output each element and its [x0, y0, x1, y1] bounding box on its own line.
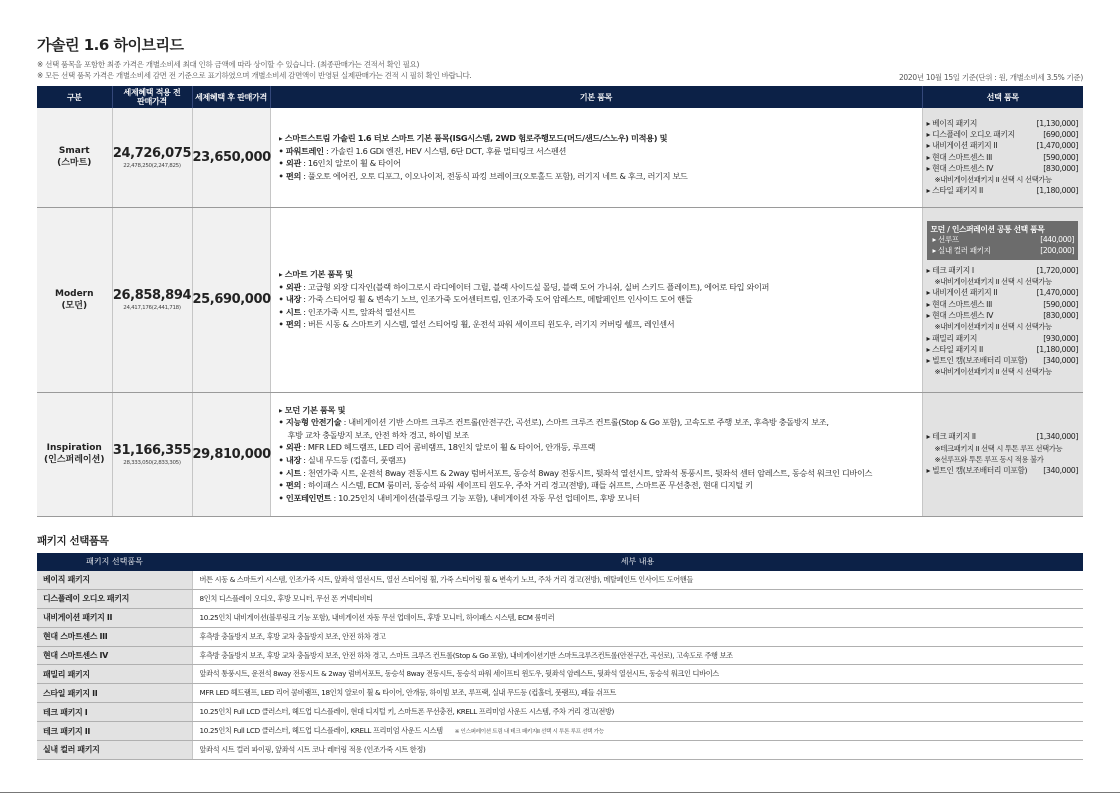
basic-item-text: : 내비게이션 기반 스마트 크루즈 컨트롤(안전구간, 곡선로), 스마트 크루즈 컨트롤(Stop & Go 포함), 고속도로 주행 보조, 후측방 충돌방지 보조, [341, 417, 829, 428]
price-sheet [37, 34, 1083, 760]
option-name: ▸ 현대 스마트센스 III [926, 152, 992, 162]
package-detail [192, 589, 1083, 608]
option-name: ▸ 베이직 패키지 [926, 118, 977, 128]
option-name: ▸ 선루프 [932, 235, 959, 245]
package-row [37, 646, 1083, 665]
package-section-title: 패키지 선택품목 [37, 534, 109, 547]
package-name: 스타일 패키지 II [37, 684, 192, 703]
price-before-tax-value: 26,858,894 [112, 288, 192, 303]
option-name: ▸ 현대 스마트센스 IV [926, 311, 994, 320]
package-name: 베이직 패키지 [37, 571, 192, 590]
option-name: ▸ 현대 스마트센스 IV [926, 163, 994, 173]
basic-items-cell [270, 207, 922, 392]
options-cell [922, 207, 1083, 392]
package-row [37, 741, 1083, 760]
basic-item-text: : 실내 무드등 (컵홀더, 풋램프) [301, 455, 406, 465]
basic-item-text: : 가솔린 1.6 GDi 엔진, HEV 시스템, 6단 DCT, 후륜 멀티링크 서스펜션 [323, 145, 567, 156]
trim-name [37, 108, 112, 207]
option-note: ※내비게이션패키지 II 선택 시 선택가능 [934, 277, 1052, 287]
basic-item-key: • 지능형 안전기술 [278, 417, 342, 428]
option-name: ▸ 디스플레이 오디오 패키지 [926, 130, 1015, 139]
option-item [927, 140, 1079, 151]
basic-lead: ▸ 모던 기본 품목 및 [278, 404, 346, 415]
basic-item-text: : 고급형 외장 디자인(블랙 하이그로시 라디에이터 그릴, 블랙 사이드실 몰딩, 블랙 도어 가니쉬, 실버 스키드 플레이트), 에어로 타입 와이퍼 [301, 281, 770, 292]
package-detail-text: 후측방 충돌방지 보조, 후방 교차 충돌방지 보조, 안전 하차 경고 [199, 631, 386, 641]
price-before-tax [112, 108, 192, 207]
basic-item [279, 416, 916, 429]
basic-item-key: • 외관 [278, 281, 302, 292]
option-price: [830,000] [1043, 163, 1078, 173]
price-before-tax-detail: 22,478,250(2,247,825) [123, 162, 181, 169]
package-detail [192, 627, 1083, 646]
basic-item-key: • 편의 [278, 319, 302, 330]
basic-item-text: : 10.25인치 내비게이션(블루링크 기능 포함), 내비게이션 자동 무선 업데이트, 후방 모니터 [331, 492, 640, 503]
package-detail [192, 571, 1083, 590]
header-before-tax-line2: 판매가격 [137, 97, 167, 106]
package-name: 패밀리 패키지 [37, 665, 192, 684]
package-detail [192, 646, 1083, 665]
trim-name [37, 207, 112, 392]
option-note: ※내비게이션패키지 II 선택 시 선택가능 [934, 367, 1052, 377]
option-item [927, 152, 1079, 163]
price-before-tax-detail: 24,417,176(2,441,718) [123, 305, 181, 311]
package-header-name: 패키지 선택품목 [37, 553, 192, 571]
package-detail-text: 앞좌석 시트 컬러 파이핑, 앞좌석 시트 코나 레터링 적용 (인조가죽 시트 한정) [199, 744, 426, 754]
trim-name-en: Smart [58, 146, 90, 157]
option-note: ※선루프와 투톤 루프 동시 적용 불가 [934, 455, 1044, 464]
note-line: ※ 모든 선택 품목 가격은 개별소비세 감면 전 기준으로 표기하였으며 개별소비세 감면액이 반영된 실제판매가는 견적 시 필히 확인 바랍니다. [37, 70, 472, 80]
option-price: [1,180,000] [1036, 344, 1078, 354]
package-name: 테크 패키지 II [37, 722, 192, 741]
header-before-tax [112, 86, 192, 108]
option-name: ▸ 패밀리 패키지 [926, 333, 977, 343]
page-bottom-divider [0, 792, 1120, 793]
common-options-box [927, 221, 1079, 260]
trim-name-ko: (스마트) [57, 158, 92, 169]
option-item [927, 465, 1079, 476]
package-detail [192, 722, 1083, 741]
basic-lead: ▸ 스마트스트림 가솔린 1.6 터보 스마트 기본 품목(ISG시스템, 2WD 험로주행모드(머드/샌드/스노우) 미적용) 및 [278, 133, 668, 144]
package-detail-text: 8인치 디스플레이 오디오, 후방 모니터, 무선 폰 커넥티비티 [199, 593, 373, 603]
header-basic: 기본 품목 [270, 86, 922, 108]
option-price: [1,180,000] [1036, 186, 1078, 196]
basic-item-text: : 풀오토 에어컨, 오토 디포그, 이오나이저, 전동식 파킹 브레이크(오토홀드 포함), 러기지 네트 & 후크, 러기지 보드 [301, 170, 688, 181]
option-name: ▸ 내비게이션 패키지 II [926, 141, 998, 151]
option-item [927, 299, 1079, 310]
basic-item [279, 467, 916, 480]
price-after-tax: 25,690,000 [192, 207, 270, 392]
common-option [931, 246, 1075, 257]
package-name: 현대 스마트센스 III [37, 627, 192, 646]
package-detail-text: MFR LED 헤드램프, LED 리어 콤비램프, 18인치 알로이 휠 & 타이어, 안개등, 하이빔 보조, 루프랙, 실내 무드등 (컵홀더, 풋램프), 패들 쉬프트 [199, 688, 616, 698]
basic-items-cell [270, 392, 922, 516]
option-price: [340,000] [1043, 466, 1078, 476]
price-before-tax-value: 31,166,355 [112, 442, 192, 458]
trim-name-ko: (모던) [61, 300, 88, 311]
option-name: ▸ 스타일 패키지 II [926, 186, 983, 196]
option-note: ※내비게이션패키지 II 선택 시 선택가능 [934, 175, 1052, 185]
basic-item-key: • 편의 [278, 480, 302, 491]
option-name: ▸ 현대 스마트센스 III [926, 299, 992, 309]
basic-item [279, 479, 916, 492]
notes-area [37, 60, 1083, 86]
package-detail-text: 10.25인치 Full LCD 클러스터, 헤드업 디스플레이, 현대 디지털 키, 스마트폰 무선충전, KRELL 프리미엄 사운드 시스템, 주차 거리 경고(전방) [199, 707, 614, 717]
package-detail-text: 후측방 충돌방지 보조, 후방 교차 충돌방지 보조, 안전 하차 경고, 스마트 크루즈 컨트롤(Stop & Go 포함), 내비게이션기반 스마트크루즈컨트롤(안전구간, 곡선로), 고속도로 주행 보조 [199, 650, 733, 660]
options-cell [922, 392, 1083, 516]
package-row [37, 608, 1083, 627]
trim-name-en: Inspiration [46, 443, 102, 453]
package-row [37, 571, 1083, 590]
option-price: [1,470,000] [1036, 288, 1078, 298]
trim-name [37, 392, 112, 516]
option-name: ▸ 테크 패키지 II [926, 432, 976, 442]
options-cell [922, 108, 1083, 207]
price-after-tax: 23,650,000 [192, 108, 270, 207]
basic-items-cell [270, 108, 922, 207]
option-item [927, 431, 1079, 442]
option-name: ▸ 스타일 패키지 II [926, 344, 983, 354]
basic-item-text: : 버튼 시동 & 스마트키 시스템, 열선 스티어링 휠, 운전석 파워 세이프티 윈도우, 러기지 커버링 쉘프, 레인센서 [301, 319, 675, 330]
basic-item [279, 306, 916, 319]
option-item [927, 185, 1079, 196]
package-row [37, 722, 1083, 741]
trim-row [37, 207, 1083, 392]
option-price: [1,340,000] [1036, 432, 1078, 442]
package-detail-note: ※ 인스퍼레이션 트림 내 테크 패키지II 선택 시 투톤 루프 선택 가능 [454, 729, 604, 736]
basic-lead: ▸ 스마트 기본 품목 및 [278, 269, 353, 280]
basic-item [279, 157, 916, 170]
option-item [927, 265, 1079, 276]
header-after-tax: 세제혜택 후 판매가격 [192, 86, 270, 108]
option-item [927, 333, 1079, 344]
package-name: 디스플레이 오디오 패키지 [37, 589, 192, 608]
option-name: ▸ 빌트인 캠(보조배터리 미포함) [926, 466, 1028, 476]
package-name: 실내 컬러 패키지 [37, 741, 192, 760]
basic-item-key: • 편의 [278, 170, 302, 181]
basic-item-text: : 16인치 알로이 휠 & 타이어 [301, 158, 401, 169]
package-detail [192, 703, 1083, 722]
package-detail-text: 10.25인치 내비게이션(블루링크 기능 포함), 내비게이션 자동 무선 업데이트, 후방 모니터, 하이패스 시스템, ECM 룸미러 [199, 612, 555, 622]
option-price: [1,720,000] [1036, 265, 1078, 275]
package-detail-text: 10.25인치 Full LCD 클러스터, 헤드업 디스플레이, KRELL 프리미엄 사운드 시스템 [199, 726, 443, 736]
trim-name-en: Modern [54, 288, 94, 299]
basic-item [279, 492, 916, 505]
package-detail-text: 앞좌석 통풍시트, 운전석 8way 전동시트 & 2way 럼버서포트, 동승석 8way 전동시트, 동승석 파워 세이프티 윈도우, 뒷좌석 암레스트, 뒷좌석 열선시트, 동승석 워크인 디바이스 [199, 669, 719, 679]
option-price: [690,000] [1043, 130, 1078, 139]
package-table [37, 553, 1083, 760]
basic-item-key: • 파워트레인 [278, 145, 324, 156]
option-price: [1,470,000] [1036, 141, 1078, 151]
basic-item-text: : 하이패스 시스템, ECM 룸미러, 동승석 파워 세이프티 윈도우, 주차 거리 경고(전방), 패들 쉬프트, 스마트폰 무선충전, 현대 디지털 키 [301, 480, 753, 491]
basic-item [279, 441, 916, 454]
header-before-tax-line1: 세제혜택 적용 전 [123, 88, 181, 97]
package-row [37, 589, 1083, 608]
common-options-title: 모던 / 인스퍼레이션 공통 선택 품목 [930, 225, 1045, 235]
basic-item-key: • 외관 [278, 158, 302, 169]
basic-item-key: • 시트 [278, 306, 302, 317]
option-name: ▸ 테크 패키지 I [926, 265, 974, 275]
price-before-tax [112, 207, 192, 392]
trim-row [37, 108, 1083, 207]
price-before-tax-detail: 28,333,050(2,833,305) [123, 459, 181, 466]
option-item [927, 163, 1079, 174]
basic-item-text: : 가죽 스티어링 휠 & 변속기 노브, 인조가죽 도어센터트림, 인조가죽 도어 암레스트, 메탈페인트 인사이드 도어 핸들 [301, 294, 693, 305]
option-price: [200,000] [1040, 246, 1074, 256]
option-note: ※내비게이션패키지 II 선택 시 선택가능 [934, 322, 1052, 332]
option-price: [590,000] [1043, 299, 1078, 309]
basic-item-key: • 시트 [278, 467, 302, 478]
option-price: [830,000] [1043, 311, 1078, 320]
package-detail [192, 684, 1083, 703]
package-name: 내비게이션 패키지 II [37, 608, 192, 627]
price-before-tax-value: 24,726,075 [112, 145, 192, 161]
basic-item-key: • 내장 [278, 455, 302, 465]
header-options: 선택 품목 [922, 86, 1083, 108]
trim-price-table [37, 86, 1083, 517]
basic-item [279, 281, 916, 294]
option-price: [1,130,000] [1036, 118, 1078, 128]
option-item [927, 287, 1079, 298]
option-item [927, 129, 1079, 140]
option-price: [930,000] [1043, 333, 1078, 343]
basic-item-text: : 인조가죽 시트, 앞좌석 열선시트 [301, 306, 416, 317]
basic-item-key: • 외관 [278, 442, 302, 453]
option-name: ▸ 내비게이션 패키지 II [926, 288, 998, 298]
option-item [927, 118, 1079, 129]
package-row [37, 627, 1083, 646]
basic-item [279, 170, 916, 183]
basic-item-key: • 인포테인먼트 [278, 492, 332, 503]
package-row [37, 684, 1083, 703]
basic-item-continued: 후방 교차 충돌방지 보조, 안전 하차 경고, 하이빔 보조 [287, 429, 469, 440]
package-name: 현대 스마트센스 IV [37, 646, 192, 665]
package-detail [192, 665, 1083, 684]
package-detail [192, 741, 1083, 760]
common-option [931, 235, 1075, 246]
page-title: 가솔린 1.6 하이브리드 [37, 36, 184, 54]
trim-row [37, 392, 1083, 516]
basic-item [279, 293, 916, 306]
price-after-tax: 29,810,000 [192, 392, 270, 516]
basic-item [279, 145, 916, 158]
package-header-row [37, 553, 1083, 571]
package-header-detail: 세부 내용 [192, 553, 1083, 571]
option-note: ※테크패키지 II 선택 시 투톤 루프 선택가능 [934, 443, 1063, 453]
table-header-row [37, 86, 1083, 108]
trim-name-ko: (인스퍼레이션) [44, 455, 105, 465]
package-name: 테크 패키지 I [37, 703, 192, 722]
basic-item-key: • 내장 [278, 294, 302, 305]
option-item [927, 310, 1079, 321]
option-name: ▸ 빌트인 캠(보조배터리 미포함) [926, 356, 1028, 366]
basic-item-text: : 천연가죽 시트, 운전석 8way 전동시트 & 2way 럼버서포트, 동승석 8way 전동시트, 뒷좌석 열선시트, 앞좌석 통풍시트, 뒷좌석 센터 암레스트, 동승석 워크인 디바이스 [301, 467, 873, 478]
price-before-tax [112, 392, 192, 516]
as-of-date: 2020년 10월 15일 기준(단위 : 원, 개별소비세 3.5% 기준) [898, 73, 1083, 82]
basic-item-text: : MFR LED 헤드램프, LED 리어 콤비램프, 18인치 알로이 휠 & 타이어, 안개등, 루프랙 [301, 442, 596, 453]
note-line: ※ 선택 품목을 포함한 최종 가격은 개별소비세 최대 인하 금액에 따라 상이할 수 있습니다. (최종판매가는 견적서 확인 필요) [37, 60, 420, 69]
option-item [927, 344, 1079, 355]
package-detail-text: 버튼 시동 & 스마트키 시스템, 인조가죽 시트, 앞좌석 열선시트, 열선 스티어링 휠, 가죽 스티어링 휠 & 변속기 노브, 주차 거리 경고(전방), 메탈페인트 인사이드 도어핸들 [199, 574, 693, 584]
package-detail [192, 608, 1083, 627]
package-row [37, 703, 1083, 722]
option-name: ▸ 실내 컬러 패키지 [932, 246, 991, 256]
basic-item [279, 318, 916, 331]
package-row [37, 665, 1083, 684]
header-trim: 구분 [37, 86, 112, 108]
option-price: [590,000] [1043, 152, 1078, 162]
basic-item [279, 454, 916, 467]
option-price: [440,000] [1040, 235, 1074, 245]
option-item [927, 355, 1079, 366]
option-price: [340,000] [1043, 356, 1078, 366]
